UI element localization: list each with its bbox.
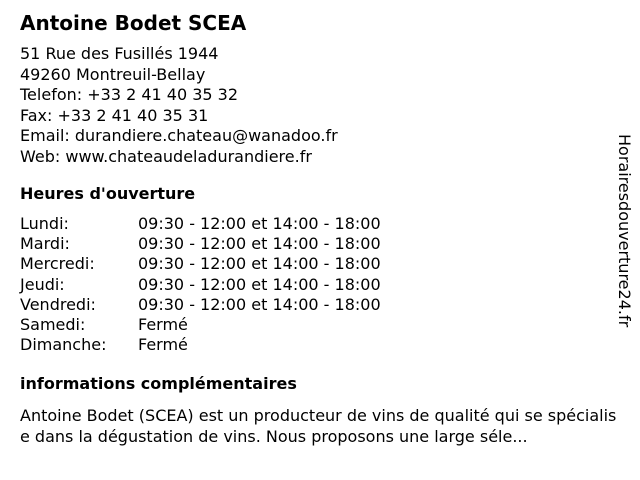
time-value: 09:30 - 12:00 et 14:00 - 18:00 (138, 234, 381, 254)
day-label: Samedi: (20, 315, 86, 335)
day-label: Vendredi: (20, 294, 96, 314)
hours-row-tuesday (20, 234, 381, 254)
day-label: Mardi: (20, 234, 70, 254)
hours-row-wednesday (20, 254, 381, 274)
phone-number: Telefon: +33 2 41 40 35 32 (20, 85, 239, 104)
day-label: Mercredi: (20, 254, 95, 274)
hours-table (20, 214, 381, 355)
hours-row-monday (20, 214, 381, 234)
hours-row-saturday (20, 315, 381, 335)
time-value: Fermé (138, 315, 188, 335)
time-value: 09:30 - 12:00 et 14:00 - 18:00 (138, 274, 381, 294)
time-value: 09:30 - 12:00 et 14:00 - 18:00 (138, 214, 381, 233)
watermark-text: Horairesdouverture24.fr (615, 134, 634, 328)
time-value: 09:30 - 12:00 et 14:00 - 18:00 (138, 254, 381, 274)
contact-block (20, 44, 338, 167)
address-street: 51 Rue des Fusillés 1944 (20, 44, 219, 63)
day-label: Lundi: (20, 214, 69, 233)
time-value: 09:30 - 12:00 et 14:00 - 18:00 (138, 294, 381, 314)
hours-row-sunday (20, 335, 381, 355)
hours-row-friday (20, 295, 381, 315)
address-city: 49260 Montreuil-Bellay (20, 64, 206, 84)
fax-number: Fax: +33 2 41 40 35 31 (20, 105, 209, 125)
day-label: Jeudi: (20, 274, 65, 294)
hours-heading: Heures d'ouverture (20, 184, 196, 203)
day-label: Dimanche: (20, 335, 107, 355)
hours-row-thursday (20, 275, 381, 295)
business-name: Antoine Bodet SCEA (20, 11, 247, 35)
business-description: Antoine Bodet (SCEA) est un producteur de vins de qualité qui se spécialise dans la dégustation de vins. Nous proposons une large séle... (20, 406, 617, 446)
info-heading: informations complémentaires (20, 374, 297, 393)
time-value: Fermé (138, 335, 188, 355)
email-address: Email: durandiere.chateau@wanadoo.fr (20, 126, 338, 145)
site-watermark (612, 134, 636, 346)
website-address: Web: www.chateaudeladurandiere.fr (20, 146, 312, 166)
